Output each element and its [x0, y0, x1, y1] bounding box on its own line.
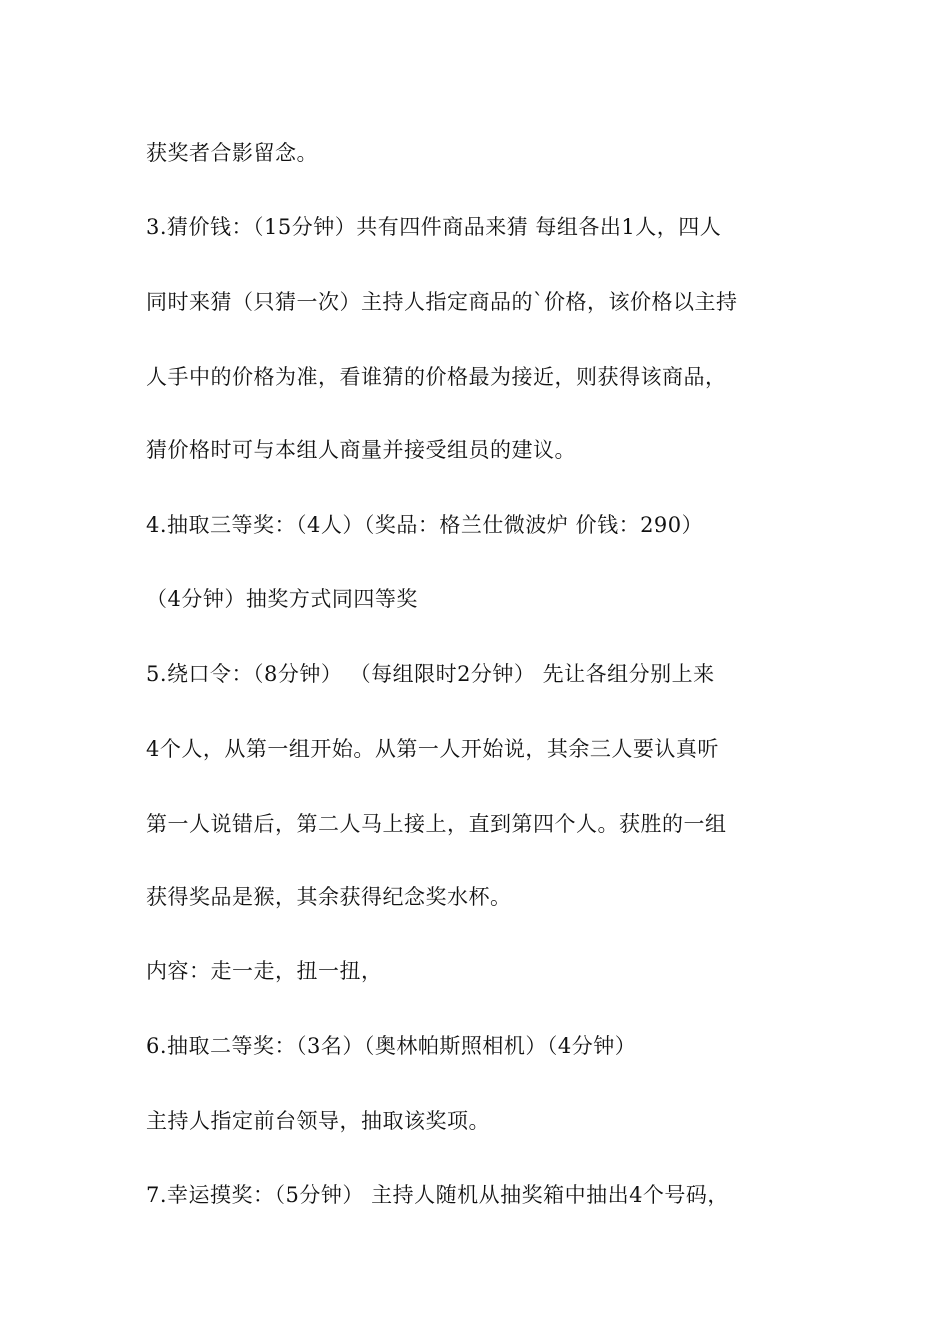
text-line: 7.幸运摸奖：（5分钟） 主持人随机从抽奖箱中抽出4个号码， — [146, 1183, 729, 1207]
text-line: 获奖者合影留念。 — [146, 141, 318, 165]
text-line: 6.抽取二等奖：（3名）（奥林帕斯照相机）（4分钟） — [146, 1034, 637, 1058]
text-line: 5.绕口令：（8分钟） （每组限时2分钟） 先让各组分别上来 — [146, 662, 715, 686]
text-line: 第一人说错后，第二人马上接上，直到第四个人。获胜的一组 — [146, 812, 727, 836]
text-line: 内容：走一走，扭一扭， — [146, 959, 383, 983]
text-line: （4分钟）抽奖方式同四等奖 — [146, 587, 418, 611]
text-line: 猜价格时可与本组人商量并接受组员的建议。 — [146, 438, 576, 462]
text-line: 4个人，从第一组开始。从第一人开始说，其余三人要认真听 — [146, 737, 719, 761]
text-line: 同时来猜（只猜一次）主持人指定商品的`价格，该价格以主持 — [146, 290, 738, 314]
text-line: 主持人指定前台领导，抽取该奖项。 — [146, 1109, 490, 1133]
text-line: 人手中的价格为准，看谁猜的价格最为接近，则获得该商品， — [146, 365, 727, 389]
text-line: 4.抽取三等奖：（4人）（奖品：格兰仕微波炉 价钱：290） — [146, 513, 704, 537]
text-line: 3.猜价钱：（15分钟）共有四件商品来猜 每组各出1人，四人 — [146, 215, 722, 239]
text-line: 获得奖品是猴，其余获得纪念奖水杯。 — [146, 885, 512, 909]
